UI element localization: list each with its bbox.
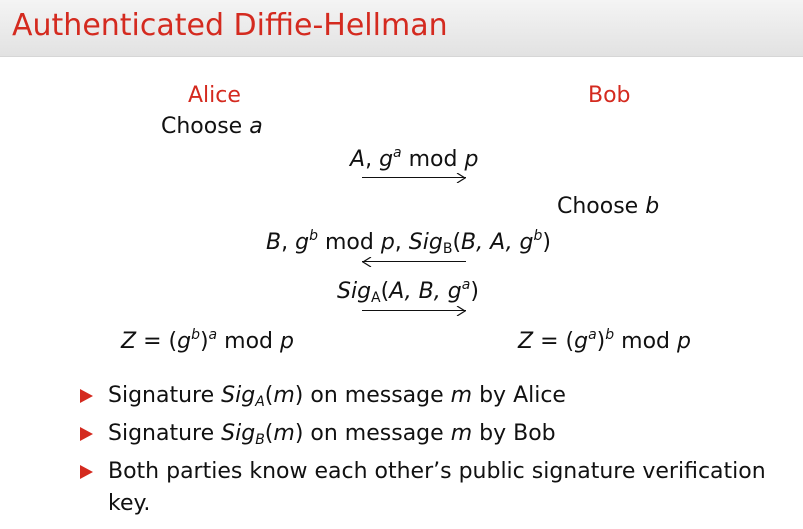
bullet-triangle-icon	[80, 427, 93, 441]
bob-key-lhs: Z	[518, 329, 534, 354]
bullet-2-pre: Signature	[108, 421, 222, 446]
alice-choose	[161, 114, 263, 139]
msg3-args: A, B, g	[389, 279, 462, 304]
bullet-item: Signature Sig$_B$(m) on message m by Bob	[78, 418, 778, 450]
alice-label: Alice	[188, 83, 241, 108]
msg1-p: p	[464, 147, 479, 172]
bullet-2-arg: m	[273, 421, 295, 446]
arrow-head-left-icon	[362, 257, 372, 267]
msg2-args-exp: b	[533, 228, 543, 244]
bob-key-p: p	[677, 329, 691, 354]
alice-key-mod: mod	[224, 329, 273, 354]
bullet-triangle-icon	[80, 465, 93, 479]
bob-key-base: g	[574, 329, 589, 354]
alice-choose-var: a	[249, 114, 263, 139]
bullet-item: Signature Sig$_A$(m) on message m by Alice	[78, 380, 778, 412]
alice-key-base: g	[177, 329, 192, 354]
bob-key-inner-exp: a	[588, 327, 597, 343]
bullet-1-mid: on message	[303, 383, 451, 408]
left-arrow	[362, 257, 466, 267]
bullet-list	[78, 380, 778, 526]
bullet-2-mid: on message	[303, 421, 451, 446]
bullet-1-var: m	[450, 383, 473, 408]
bob-choose	[557, 194, 659, 219]
msg2-mod: mod	[324, 230, 374, 255]
bullet-2-sig: Sig	[221, 421, 256, 446]
right-arrow-1	[362, 173, 466, 183]
bullet-item	[78, 456, 778, 520]
alice-choose-word: Choose	[161, 114, 243, 139]
bob-key-mod: mod	[621, 329, 670, 354]
msg3-sig-sub: A	[371, 290, 381, 306]
bullet-triangle-icon	[80, 389, 93, 403]
alice-shared-key: $Z = (g^b)^a$ mod p	[121, 327, 294, 354]
msg2-sig: Sig	[408, 230, 443, 255]
bullet-1-sig: Sig	[221, 383, 256, 408]
msg2-exp: b	[309, 228, 318, 244]
bullet-1-arg: m	[273, 383, 295, 408]
msg2-party: B	[266, 230, 282, 255]
alice-key-inner-exp: b	[191, 327, 200, 343]
alice-key-p: p	[280, 329, 294, 354]
bullet-2-var: m	[450, 421, 473, 446]
bob-choose-var: b	[645, 194, 660, 219]
title-bar	[0, 0, 803, 57]
bullet-2-sub: B	[255, 432, 265, 448]
bullet-1-pre: Signature	[108, 383, 222, 408]
alice-key-outer-exp: a	[208, 327, 218, 343]
message-2: B, $g^b$ mod p, Sig$_B$(B, A, $g^b$)	[266, 228, 552, 257]
msg1-base: g	[379, 147, 394, 172]
msg1-party: A	[350, 147, 366, 172]
msg1-exp: a	[393, 145, 402, 161]
bob-choose-word: Choose	[557, 194, 639, 219]
msg3-sig: Sig	[337, 279, 372, 304]
msg2-sig-sub: B	[442, 241, 453, 257]
msg1-mod: mod	[408, 147, 458, 172]
msg3-args-exp: a	[461, 277, 471, 293]
msg2-base: g	[295, 230, 310, 255]
message-3: Sig$_A$(A, B, $g^a$)	[337, 277, 479, 306]
msg2-p: p	[380, 230, 395, 255]
message-1: A, $g^a$ mod p	[350, 145, 479, 172]
bob-label: Bob	[588, 83, 631, 108]
bullet-3-text: Both parties know each other’s public signature verification key.	[108, 459, 766, 516]
arrow-head-right-icon	[456, 306, 466, 316]
bob-key-outer-exp: b	[605, 327, 615, 343]
arrow-head-right-icon	[456, 173, 466, 183]
slide-title: Authenticated Diffie-Hellman	[12, 8, 448, 43]
right-arrow-2	[362, 306, 466, 316]
bullet-1-post: by Alice	[472, 383, 566, 408]
bob-shared-key: $Z = (g^a)^b$ mod p	[518, 327, 691, 354]
bullet-2-post: by Bob	[472, 421, 556, 446]
alice-key-lhs: Z	[121, 329, 137, 354]
bullet-1-sub: A	[255, 394, 265, 410]
msg2-args: B, A, g	[461, 230, 534, 255]
